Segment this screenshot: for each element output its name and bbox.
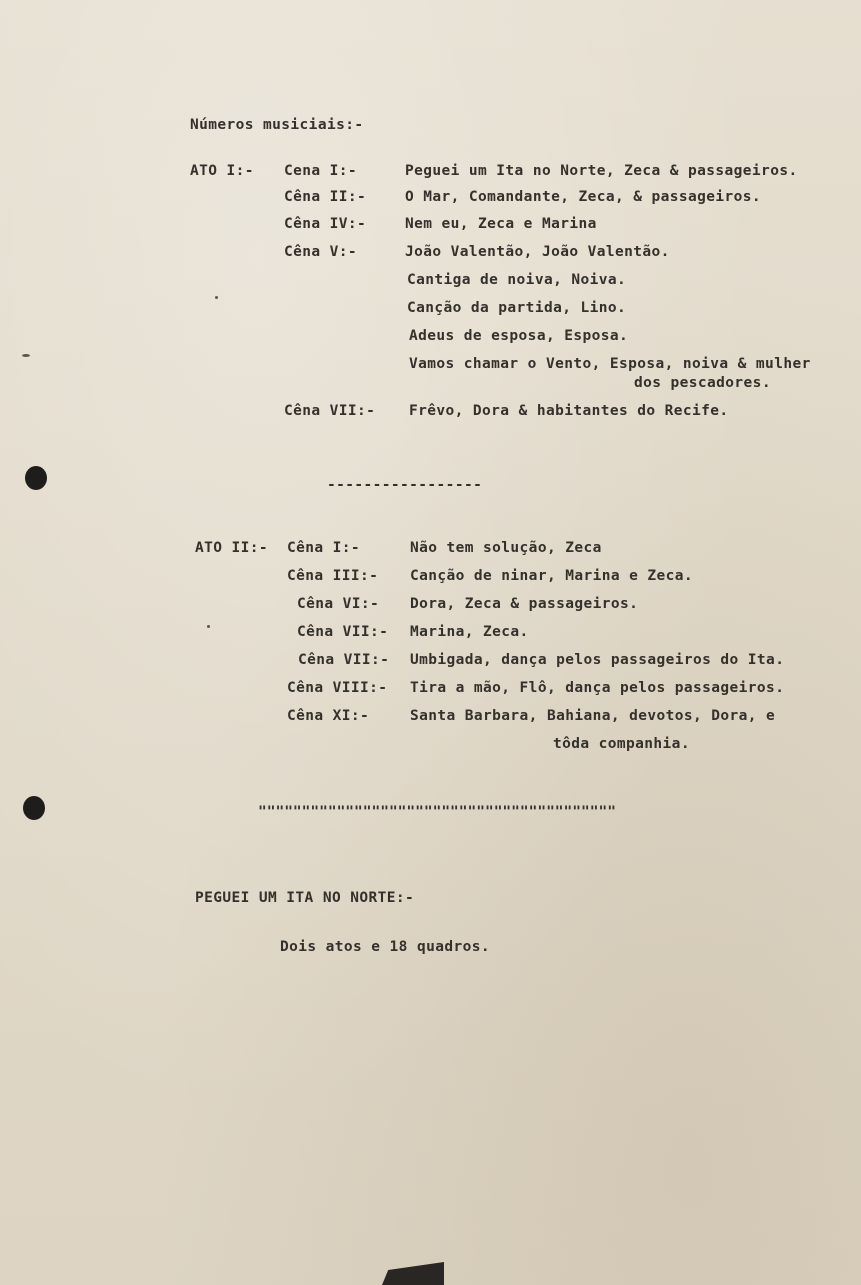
act2-scene: Cêna VII:- xyxy=(297,624,389,640)
act1-scene: Cêna II:- xyxy=(284,189,367,205)
act1-scene: Cêna V:- xyxy=(284,244,358,260)
act1-number: Nem eu, Zeca e Marina xyxy=(405,216,597,232)
act1-number: Vamos chamar o Vento, Esposa, noiva & mulher xyxy=(409,356,811,372)
act-1-label: ATO I:- xyxy=(190,163,254,179)
act2-scene: Cêna VI:- xyxy=(297,596,380,612)
act2-number: Não tem solução, Zeca xyxy=(410,540,602,556)
act1-number: Cantiga de noiva, Noiva. xyxy=(407,272,627,288)
punch-hole-top xyxy=(25,466,47,490)
act2-scene: Cêna XI:- xyxy=(287,708,370,724)
speck xyxy=(207,625,210,628)
punch-hole-bottom xyxy=(23,796,45,820)
speck xyxy=(215,296,218,299)
page-heading: Números musiciais:- xyxy=(190,117,364,133)
act2-number: Dora, Zeca & passageiros. xyxy=(410,596,639,612)
act2-number: Umbigada, dança pelos passageiros do Ita. xyxy=(410,652,785,668)
act1-scene: Cena I:- xyxy=(284,163,358,179)
act2-scene: Cêna VIII:- xyxy=(287,680,388,696)
act2-scene: Cêna I:- xyxy=(287,540,361,556)
act2-number: Santa Barbara, Bahiana, devotos, Dora, e xyxy=(410,708,776,724)
act1-number-continued: dos pescadores. xyxy=(634,375,771,391)
act2-scene: Cêna VII:- xyxy=(298,652,390,668)
section-divider-quotes: """"""""""""""""""""""""""""""""""""""""" xyxy=(258,804,616,820)
act2-scene: Cêna III:- xyxy=(287,568,379,584)
act1-scene: Cêna VII:- xyxy=(284,403,376,419)
play-title: PEGUEI UM ITA NO NORTE:- xyxy=(195,890,415,906)
act1-number: Frêvo, Dora & habitantes do Recife. xyxy=(409,403,729,419)
act-2-label: ATO II:- xyxy=(195,540,269,556)
act1-number: Adeus de esposa, Esposa. xyxy=(409,328,629,344)
act2-number: Marina, Zeca. xyxy=(410,624,529,640)
section-divider: ----------------- xyxy=(327,477,483,493)
speck xyxy=(22,354,30,357)
act1-number: O Mar, Comandante, Zeca, & passageiros. xyxy=(405,189,762,205)
act1-number: Canção da partida, Lino. xyxy=(407,300,627,316)
act2-number-continued: tôda companhia. xyxy=(553,736,690,752)
act2-number: Canção de ninar, Marina e Zeca. xyxy=(410,568,694,584)
torn-edge xyxy=(382,1262,444,1285)
act1-scene: Cêna IV:- xyxy=(284,216,367,232)
act1-number: Peguei um Ita no Norte, Zeca & passageiros. xyxy=(405,163,798,179)
act2-number: Tira a mão, Flô, dança pelos passageiros. xyxy=(410,680,785,696)
play-subtitle: Dois atos e 18 quadros. xyxy=(280,939,490,955)
act1-number: João Valentão, João Valentão. xyxy=(405,244,670,260)
